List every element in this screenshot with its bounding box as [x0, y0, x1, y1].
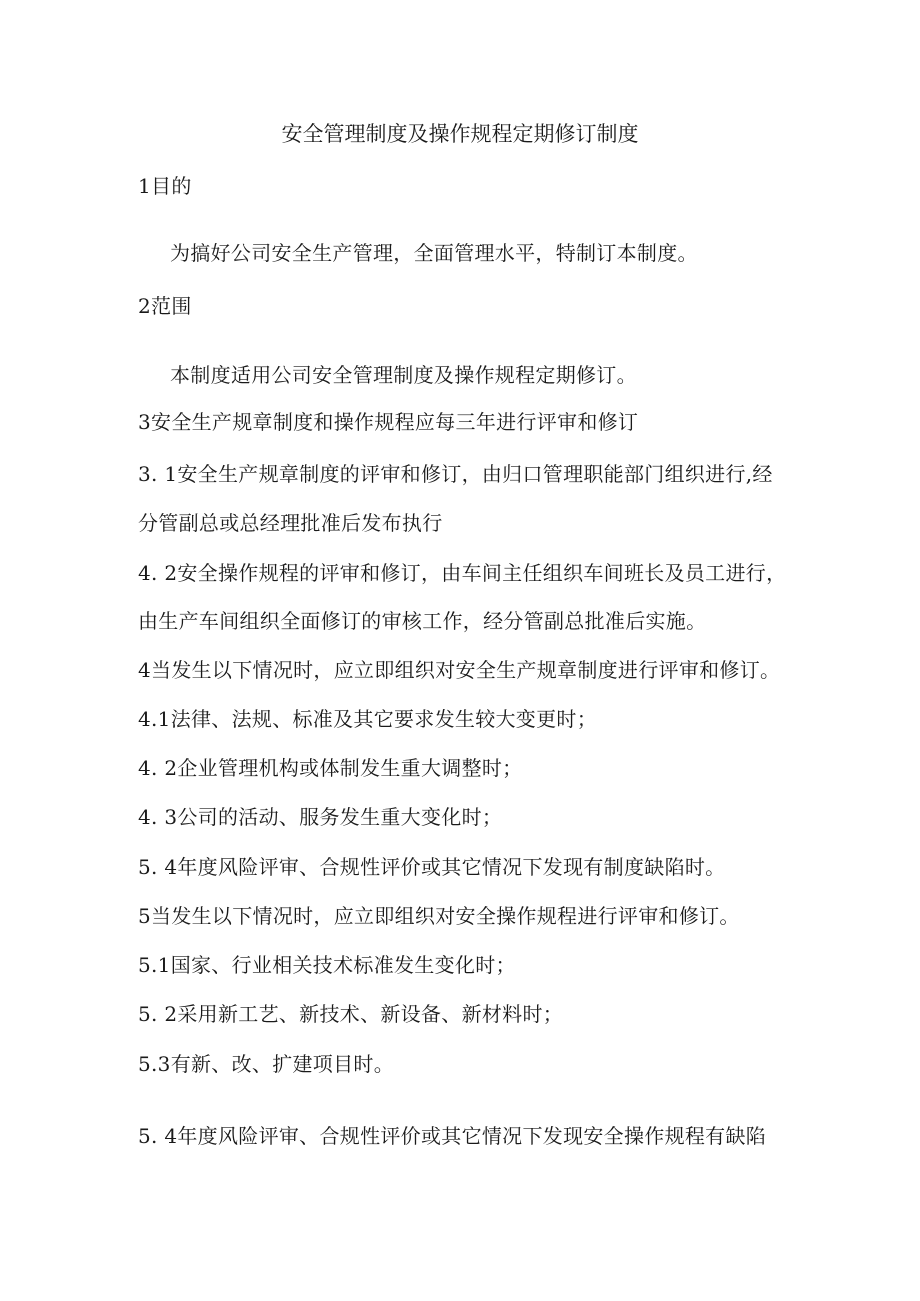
- clause-4-2-line-1: 4. 2安全操作规程的评审和修订，由车间主任组织车间班长及员工进行，: [138, 561, 787, 585]
- clause-4-2: 4. 2企业管理机构或体制发生重大调整时；: [138, 756, 523, 780]
- section-2-heading: 2范围: [138, 294, 192, 318]
- clause-5-2: 5. 2采用新工艺、新技术、新设备、新材料时；: [138, 1002, 564, 1026]
- clause-4-2-line-2: 由生产车间组织全面修订的审核工作，经分管副总批准后实施。: [138, 609, 707, 633]
- clause-5-1: 5.1国家、行业相关技术标准发生变化时；: [138, 953, 516, 977]
- clause-4-3: 4. 3公司的活动、服务发生重大变化时；: [138, 805, 503, 829]
- section-1-paragraph: 为搞好公司安全生产管理，全面管理水平，特制订本制度。: [170, 241, 698, 265]
- document-title: 安全管理制度及操作规程定期修订制度: [281, 122, 639, 146]
- section-1-heading: 1目的: [138, 174, 192, 198]
- clause-4-1: 4.1法律、法规、标准及其它要求发生较大变更时；: [138, 707, 598, 731]
- section-3-heading: 3安全生产规章制度和操作规程应每三年进行评审和修订: [138, 410, 639, 434]
- section-2-paragraph: 本制度适用公司安全管理制度及操作规程定期修订。: [170, 363, 637, 387]
- section-5-heading: 5当发生以下情况时，应立即组织对安全操作规程进行评审和修订。: [138, 904, 740, 928]
- section-4-heading: 4当发生以下情况时，应立即组织对安全生产规章制度进行评审和修订。: [138, 658, 781, 682]
- clause-5-3: 5.3有新、改、扩建项目时。: [138, 1052, 395, 1076]
- clause-3-1-line-2: 分管副总或总经理批准后发布执行: [138, 511, 443, 535]
- clause-5-4-b: 5. 4年度风险评审、合规性评价或其它情况下发现安全操作规程有缺陷: [138, 1124, 767, 1148]
- clause-5-4-a: 5. 4年度风险评审、合规性评价或其它情况下发现有制度缺陷时。: [138, 855, 726, 879]
- clause-3-1-line-1: 3. 1安全生产规章制度的评审和修订，由归口管理职能部门组织进行,经: [138, 462, 773, 486]
